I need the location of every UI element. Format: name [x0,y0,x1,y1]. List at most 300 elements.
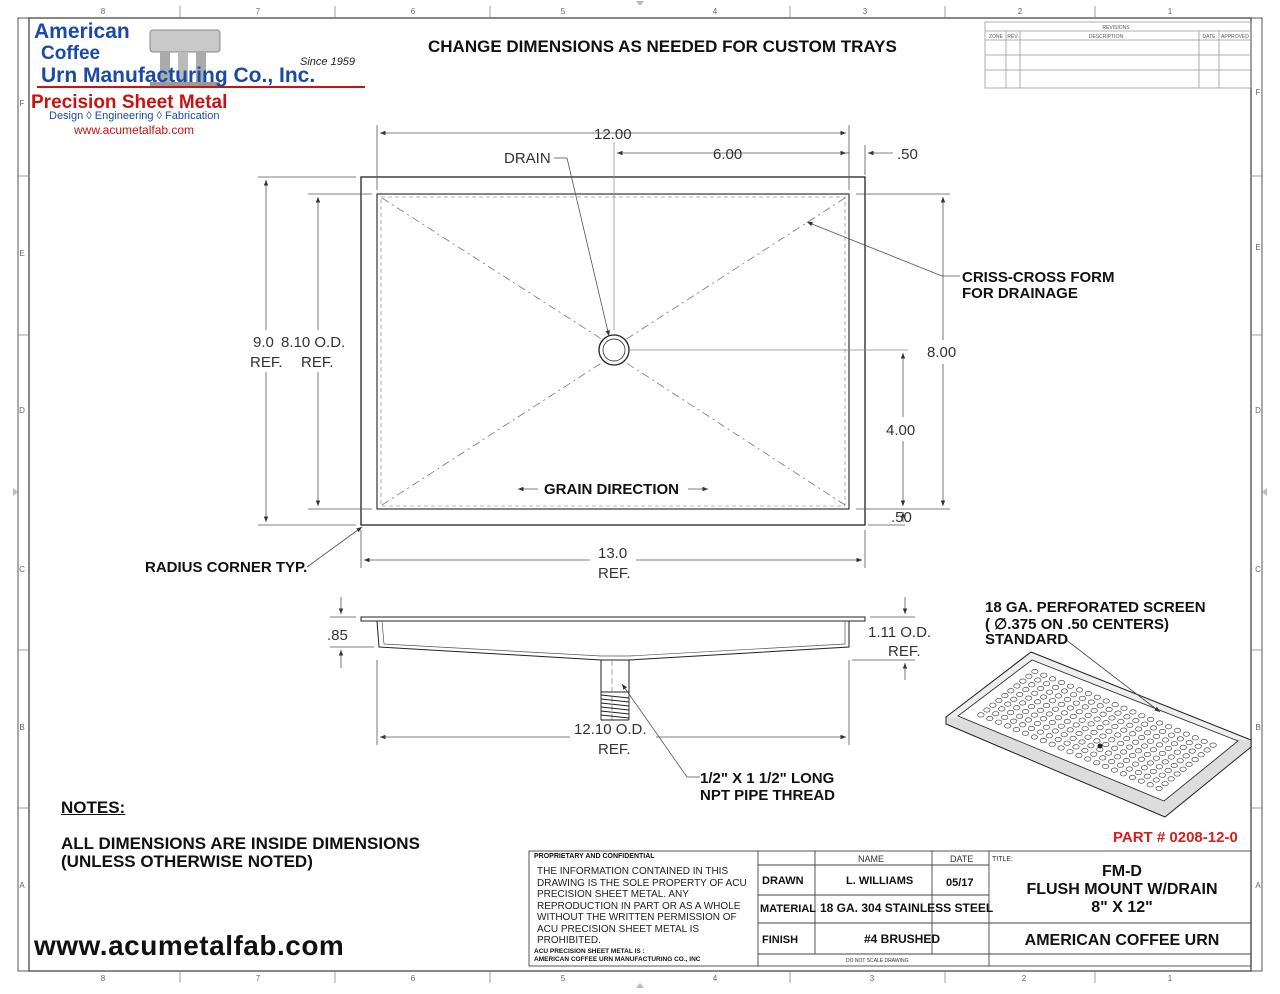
perforation-hole [1127,723,1133,727]
zone-bot-5: 5 [560,974,566,983]
perforation-hole [1115,711,1121,715]
perforation-hole [1162,760,1168,764]
perforation-hole [1064,741,1070,745]
perforation-hole [1174,772,1180,776]
perforation-hole [1044,682,1050,686]
perforation-hole [1002,693,1008,697]
perforation-hole [1100,712,1106,716]
perforation-hole [1088,722,1094,726]
rev-col-desc: DESCRIPTION [1088,34,1124,40]
zone-right-b: B [1255,723,1261,732]
dim-overall-od-ref: REF. [598,565,631,582]
perforation-hole [1061,689,1067,693]
perforation-hole [1070,714,1076,718]
perforation-hole [1120,772,1126,776]
perforation-hole [1023,687,1029,691]
perforation-hole [1118,741,1124,745]
zone-top-4: 4 [712,7,718,16]
zone-left-c: C [19,565,25,574]
perforation-hole [1073,723,1079,727]
perforation-hole [1147,761,1153,765]
perforation-hole [1177,759,1183,763]
zone-left-a: A [19,881,25,890]
perforation-hole [1148,717,1154,721]
logo-urn-mfg: Urn Manufacturing Co., Inc. [41,64,316,87]
perforation-hole [1002,715,1008,719]
perforation-hole [1058,746,1064,750]
perforation-hole [1052,729,1058,733]
perforation-hole [1183,754,1189,758]
perforation-hole [1076,710,1082,714]
revisions-title: REVISIONS [1102,25,1130,31]
perforation-hole [990,703,996,707]
perforation-hole [1159,773,1165,777]
perforation-hole [1135,749,1141,753]
perforation-hole [1174,750,1180,754]
perforation-hole [1171,742,1177,746]
perforation-hole [1025,718,1031,722]
footer-url[interactable]: www.acumetalfab.com [34,930,345,961]
dim-ref-height-2: 8.10 O.D. [281,334,346,351]
tb-no-scale: DO NOT SCALE DRAWING [846,958,909,964]
zone-top-6: 6 [410,7,416,16]
perforation-hole [1168,733,1174,737]
perforation-hole [1106,707,1112,711]
logo-url[interactable]: www.acumetalfab.com [74,123,195,137]
dim-bottom-od-ref: REF. [598,741,631,758]
perforation-hole [1082,705,1088,709]
perforation-hole [1091,752,1097,756]
dim-overall-width: 12.00 [594,126,632,143]
perforation-hole [1123,758,1129,762]
perforation-hole [1061,733,1067,737]
zone-top-1: 1 [1167,7,1173,16]
perforation-hole [1109,738,1115,742]
perforation-hole [1028,726,1034,730]
perforation-hole [1198,753,1204,757]
grain-direction-label: GRAIN DIRECTION [544,481,679,498]
perforation-hole [1085,735,1091,739]
perforation-hole [1070,693,1076,697]
perforation-hole [1103,742,1109,746]
perforation-hole [978,713,984,717]
perforation-hole [1067,750,1073,754]
dim-inner-depth: 8.00 [927,344,957,361]
perforation-hole [1138,735,1144,739]
perforation-hole [1031,713,1037,717]
perforation-hole [1049,742,1055,746]
perforation-hole [1111,768,1117,772]
zone-left-b: B [19,723,25,732]
zone-top-3: 3 [862,7,868,16]
perforation-hole [1076,753,1082,757]
perforation-hole [1037,730,1043,734]
perforation-hole [1055,737,1061,741]
tb-material-value: 18 GA. 304 STAINLESS STEEL [820,901,994,915]
perforation-hole [1022,709,1028,713]
perforation-hole [1038,686,1044,690]
perforation-hole [1195,744,1201,748]
logo-american: American [34,20,130,43]
perforation-hole [1073,745,1079,749]
drain-label: DRAIN [504,150,551,167]
zone-bot-1: 1 [1167,974,1173,983]
tb-prop-footer-2: AMERICAN COFFEE URN MANUFACTURING CO., INC [534,956,701,963]
perforation-hole [1156,721,1162,725]
zone-right-c: C [1255,565,1261,574]
perforation-hole [1010,719,1016,723]
perforation-hole [1097,704,1103,708]
perforation-hole [1192,757,1198,761]
perforation-hole [1120,750,1126,754]
rev-col-rev: REV. [1007,34,1019,40]
perforation-hole [1138,757,1144,761]
perforation-hole [1040,695,1046,699]
zone-top-2: 2 [1017,7,1023,16]
perforation-hole [1067,684,1073,688]
perforation-hole [1108,759,1114,763]
perforation-hole [1008,710,1014,714]
perforation-hole [1121,706,1127,710]
zone-bot-8: 8 [100,974,106,983]
perforation-hole [1115,733,1121,737]
perforation-hole [1046,712,1052,716]
perforation-hole [1177,737,1183,741]
tb-prop-text: THE INFORMATION CONTAINED IN THIS DRAWING IS THE SOLE PROPERTY OF ACU PRECISION SHEET METAL. ANY REPRODUCTION IN PART OR AS A WHOLE WITHOUT THE WRITTEN PERMISSION OF ACU PRECISION SHEET METAL IS PROHIBITED. [537,866,747,946]
zone-bot-6: 6 [410,974,416,983]
dim-flange-bottom: .50 [891,509,912,526]
tb-prop-footer-1: ACU PRECISION SHEET METAL IS : [534,948,645,955]
dim-half-width: 6.00 [713,146,743,163]
tb-material-label: MATERIAL [760,903,817,915]
logo-coffee: Coffee [41,43,101,64]
perforation-hole [1034,721,1040,725]
perforation-hole [1210,743,1216,747]
side-view [361,617,865,720]
perforation-hole [1132,740,1138,744]
perforation-hole [1153,756,1159,760]
perforation-hole [1171,763,1177,767]
perforation-hole [1103,699,1109,703]
screen-drain-dot [1098,744,1103,749]
perforation-hole [1156,743,1162,747]
perforation-hole [1150,748,1156,752]
perforation-hole [1052,707,1058,711]
perforation-hole [1076,688,1082,692]
dim-half-depth: 4.00 [886,422,916,439]
zone-left-d: D [19,406,25,415]
perforation-hole [1040,738,1046,742]
zone-left-e: E [19,249,25,258]
tb-finish-value: #4 BRUSHED [864,932,941,946]
perforation-hole [1008,689,1014,693]
screen-label-1: 18 GA. PERFORATED SCREEN [985,599,1206,616]
perforation-hole [1100,734,1106,738]
perforation-hole [1016,714,1022,718]
tb-drawn-label: DRAWN [762,875,804,887]
perforation-hole [996,698,1002,702]
perforation-hole [1082,727,1088,731]
perforation-hole [1156,786,1162,790]
screen-label-3: STANDARD [985,631,1069,648]
perforation-hole [1159,751,1165,755]
dim-flange-top: .50 [897,146,918,163]
perforation-hole [1079,740,1085,744]
perforation-hole [1055,716,1061,720]
perforation-hole [1050,677,1056,681]
perforation-hole [1091,708,1097,712]
perforation-hole [1017,692,1023,696]
perforation-hole [1189,749,1195,753]
perforation-hole [1150,769,1156,773]
perforation-hole [1147,739,1153,743]
perforated-screen-iso [946,652,1251,817]
perforation-hole [1124,736,1130,740]
perforation-hole [1032,669,1038,673]
perforation-hole [1026,696,1032,700]
perforation-hole [1049,720,1055,724]
perforation-hole [1064,719,1070,723]
zone-right-e: E [1255,243,1261,252]
perforation-hole [1088,700,1094,704]
perforation-hole [1165,746,1171,750]
perforation-hole [1091,730,1097,734]
dim-ref-height-1: 9.0 [253,334,274,351]
perforation-hole [1052,685,1058,689]
perforation-hole [1180,767,1186,771]
rev-col-zone: ZONE [989,34,1003,40]
screen-label-2: ( ∅.375 ON .50 CENTERS) [985,616,1169,633]
perforation-hole [1112,702,1118,706]
revisions-table [985,22,1251,88]
dim-ref-height-1-ref: REF. [250,354,283,371]
perforation-hole [1186,762,1192,766]
perforation-hole [1029,683,1035,687]
perforation-hole [1058,724,1064,728]
tb-col-date: DATE [950,854,974,864]
tb-title-1: FM-D [1102,863,1142,880]
perforation-hole [1067,706,1073,710]
perforation-hole [1034,700,1040,704]
perforation-hole [1037,708,1043,712]
perforation-hole [1183,732,1189,736]
perforation-hole [1204,748,1210,752]
perforation-hole [1067,728,1073,732]
perforation-hole [1144,752,1150,756]
perforation-hole [1162,738,1168,742]
perforation-hole [1049,699,1055,703]
dim-bottom-od: 12.10 O.D. [574,721,647,738]
perforation-hole [1141,766,1147,770]
perforation-hole [1121,728,1127,732]
perforation-hole [1097,725,1103,729]
crisscross-label-1: CRISS-CROSS FORM [962,269,1115,286]
perforation-hole [1130,732,1136,736]
perforation-hole [1142,722,1148,726]
tb-drawn-date: 05/17 [946,877,974,889]
perforation-hole [1133,718,1139,722]
zone-bot-7: 7 [255,974,261,983]
perforation-hole [1144,774,1150,778]
banner-title: CHANGE DIMENSIONS AS NEEDED FOR CUSTOM TRAYS [428,37,897,56]
perforation-hole [1141,744,1147,748]
perforation-hole [1020,701,1026,705]
tb-drawn-name: L. WILLIAMS [846,875,914,887]
perforation-hole [1156,765,1162,769]
perforation-hole [1085,713,1091,717]
perforation-hole [1126,745,1132,749]
perforation-hole [1004,724,1010,728]
crisscross-label-2: FOR DRAINAGE [962,285,1078,302]
perforation-hole [1014,684,1020,688]
dim-od-depth-ref: REF. [888,643,921,660]
perforation-hole [1085,757,1091,761]
tb-title-2: FLUSH MOUNT W/DRAIN [1026,881,1218,898]
perforation-hole [1102,764,1108,768]
tb-col-name: NAME [858,854,885,864]
perforation-hole [1159,729,1165,733]
perforation-hole [1186,740,1192,744]
perforation-hole [1126,767,1132,771]
perforation-hole [1043,725,1049,729]
perforation-hole [1011,697,1017,701]
dim-depth: .85 [327,627,348,644]
perforation-hole [993,712,999,716]
perforation-hole [1100,756,1106,760]
perforation-hole [1124,715,1130,719]
logo-since: Since 1959 [300,56,356,68]
perforation-hole [1085,691,1091,695]
perforation-hole [1055,694,1061,698]
perforation-hole [1014,706,1020,710]
zone-left-f: F [19,99,25,108]
perforation-hole [1028,704,1034,708]
perforation-hole [1106,729,1112,733]
perforation-hole [1103,721,1109,725]
tb-title-label: TITLE: [992,856,1014,863]
perforation-hole [1005,702,1011,706]
perforation-hole [1046,690,1052,694]
perforation-hole [1168,755,1174,759]
pipe-thread [601,692,629,720]
perforation-hole [1168,777,1174,781]
drain-hole-outer [599,335,629,365]
perforation-hole [1061,711,1067,715]
perforation-hole [1132,762,1138,766]
perforation-hole [1192,736,1198,740]
perforation-hole [1180,745,1186,749]
perforation-hole [1109,716,1115,720]
thread-note-1: 1/2" X 1 1/2" LONG [700,770,835,787]
perforation-hole [1129,775,1135,779]
perforation-hole [1041,673,1047,677]
zone-right-d: D [1255,406,1261,415]
perforation-hole [1136,727,1142,731]
tb-company: AMERICAN COFFEE URN [1024,932,1220,949]
perforation-hole [1162,782,1168,786]
perforation-hole [1153,734,1159,738]
perforation-hole [1058,702,1064,706]
perforation-hole [1114,755,1120,759]
dim-ref-height-2-ref: REF. [301,354,334,371]
perforation-hole [1138,779,1144,783]
notes-line-2: (UNLESS OTHERWISE NOTED) [61,852,313,871]
perforation-hole [1032,691,1038,695]
notes-heading: NOTES: [61,798,126,817]
zone-top-7: 7 [255,7,261,16]
perforation-hole [1070,736,1076,740]
perforation-hole [1064,697,1070,701]
radius-corner-note: RADIUS CORNER TYP. [145,559,308,576]
part-number: PART # 0208-12-0 [1113,829,1238,846]
perforation-hole [1026,674,1032,678]
rev-col-date: DATE [1202,34,1216,40]
perforation-hole [1165,768,1171,772]
perforation-hole [984,708,990,712]
zone-right-f: F [1255,88,1261,97]
perforation-hole [1094,761,1100,765]
perforation-hole [996,720,1002,724]
perforation-hole [1112,724,1118,728]
perforation-hole [1022,731,1028,735]
perforation-hole [1201,739,1207,743]
perforation-hole [1094,717,1100,721]
zone-bot-2: 2 [1021,974,1027,983]
perforation-hole [1082,748,1088,752]
perforation-hole [1150,726,1156,730]
perforation-hole [1013,727,1019,731]
perforation-hole [1058,680,1064,684]
perforation-hole [1073,701,1079,705]
perforation-hole [1088,744,1094,748]
perforation-hole [1076,731,1082,735]
perforation-hole [1147,783,1153,787]
perforation-hole [1079,718,1085,722]
zone-bot-3: 3 [869,974,875,983]
perforation-hole [987,716,993,720]
zone-bot-4: 4 [712,974,718,983]
logo-division: Precision Sheet Metal [31,92,228,113]
zone-top-8: 8 [100,7,106,16]
perforation-hole [1165,725,1171,729]
perforation-hole [1040,717,1046,721]
tb-finish-label: FINISH [762,934,799,946]
perforation-hole [999,707,1005,711]
perforation-hole [1118,719,1124,723]
zone-top-5: 5 [560,7,566,16]
perforation-hole [1112,746,1118,750]
perforation-hole [1153,778,1159,782]
plan-view [361,142,908,525]
perforation-hole [1106,751,1112,755]
perforation-hole [1020,679,1026,683]
dim-od-depth: 1.11 O.D. [868,624,932,641]
zone-right-a: A [1255,881,1261,890]
logo-services: Design ◊ Engineering ◊ Fabrication [49,110,220,122]
notes-line-1: ALL DIMENSIONS ARE INSIDE DIMENSIONS [61,834,420,853]
perforation-hole [1031,735,1037,739]
perforation-hole [1130,710,1136,714]
tb-prop-heading: PROPRIETARY AND CONFIDENTIAL [534,853,655,860]
perforation-hole [1144,731,1150,735]
perforation-hole [1135,770,1141,774]
thread-note-2: NPT PIPE THREAD [700,787,836,804]
perforation-hole [1129,753,1135,757]
perforation-hole [1139,714,1145,718]
perforation-hole [1117,763,1123,767]
perforation-hole [1094,739,1100,743]
perforation-hole [1035,678,1041,682]
